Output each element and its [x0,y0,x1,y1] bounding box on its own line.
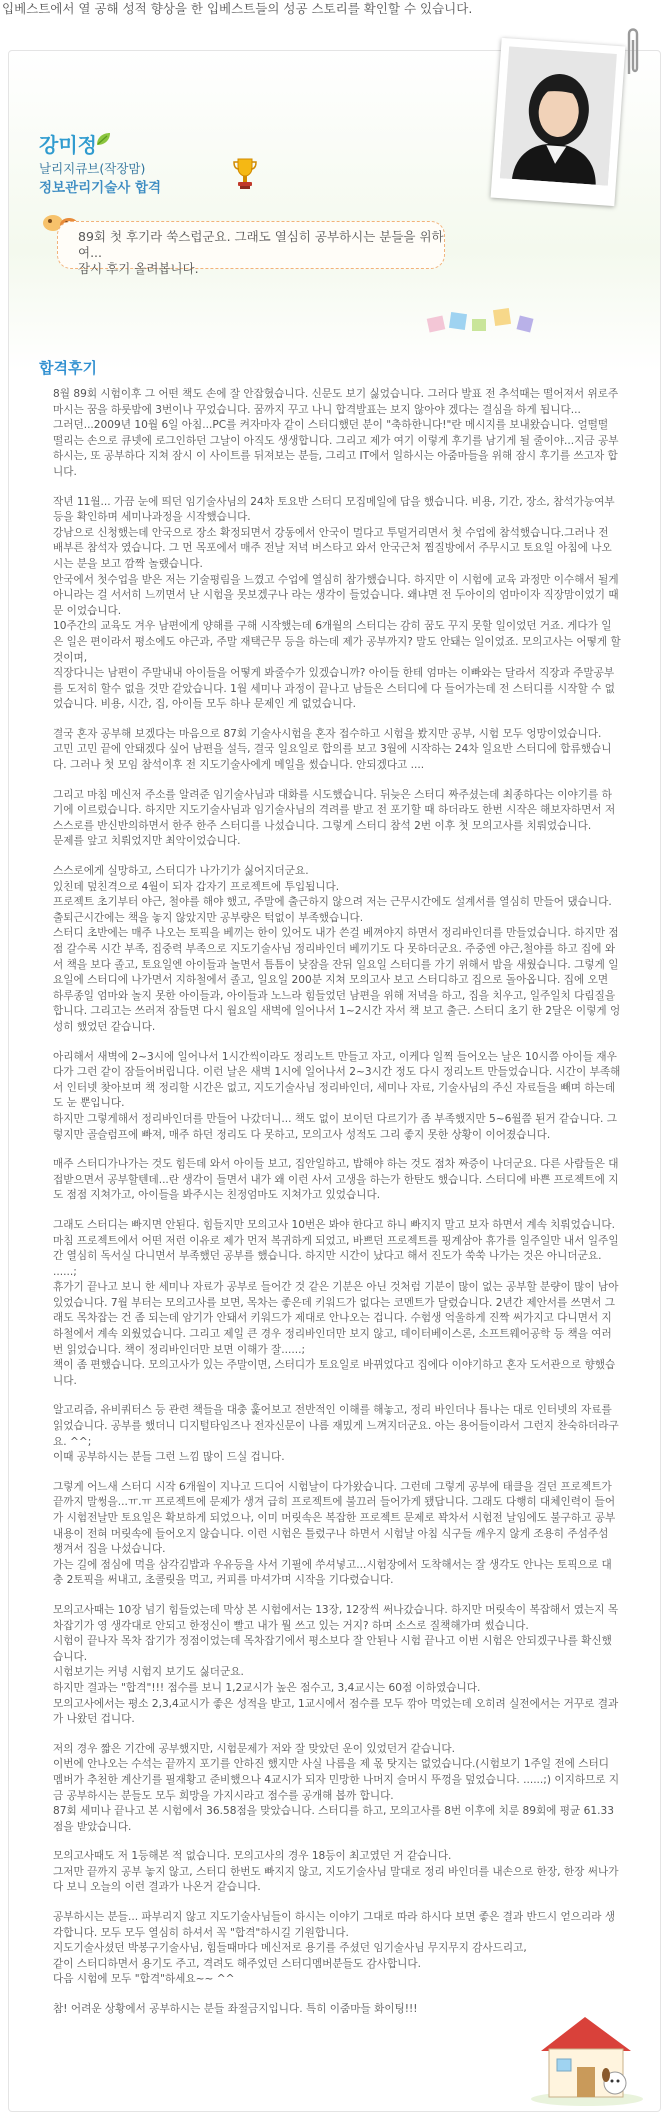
review-paragraph: 알고리즘, 유비쿼터스 등 관련 책들을 대충 훑어보고 전반적인 이해를 해놓고, 정리 바인더나 틈나는 대로 인터넷의 자료를 읽었습니다. 공부를 했더니 디지털타임즈나 전자신문이 나름 재밌게 느껴지더군요. 아는 용어들이라서 그런지 찬숙하더라구요. ^^; 이때 공부하시는 분들 그런 느낌 많이 드실 겁니다. [53,1404,619,1464]
review-paragraph: 그렇게 어느새 스터디 시작 6개월이 지나고 드디어 시험날이 다가왔습니다. 그런데 그렇게 공부에 태클을 걸던 프로젝트가 끝까지 말썽을...ㅠ.ㅠ 프로젝트에 문제가 생겨 급히 프로젝트에 불끄러 들어가게 됐답니다. 그래도 다행히 대체인력이 들어가 시험전날만 토요일은 확보하게 되었으나, 이미 머릿속은 복잡한 프로젝트 문제로 꽉차서 시험전 날임에도 불구하고 공부내용이 전혀 머릿속에 들어오지 않습니다. 이런 시험은 틀렸구나 하면서 시험날 아침 식구들 깨우지 않게 조용히 주섬주섬 챙겨서 집을 나섰습니다. 가는 길에 점심에 먹을 삼각김밥과 우유등을 사서 기필에 쑤셔넣고...시험장에서 도착해서는 잘 생각도 안나는 토픽으로 대충 2토픽을 써내고, 초콜릿을 먹고, 커피를 마셔가며 시작을 기다렸습니다. [53,1480,616,1587]
review-paragraph: 작년 11월... 가끔 눈에 띄던 임기술사님의 24차 토요반 스터디 모집메일에 답을 했습니다. 비용, 기간, 장소, 참석가능여부 등을 확인하며 세미나과정을 시작했습니다. 강남으로 신청했는데 안국으로 장소 확정되면서 강동에서 안국이 멀다고 투덜거리면서 첫 수업에 참석했습니다.그러나 전 배부른 참석자 였습니다. 그 먼 목포에서 매주 전날 저녁 버스타고 와서 안국근처 찜질방에서 주무시고 토요일 아침에 나오시는 분을 보고 깜짝 놀랬습니다. 안국에서 첫수업을 받은 저는 기술평림을 느꼈고 수업에 열심히 참가했습니다. 하지만 이 시험에 교육 과정만 이수해서 될게 아니라는 걸 서서히 느끼면서 난 시험을 못보겠구나 라는 생각이 들었습니다. 왜냐면 전 두아이의 엄마이자 직장맘이었기 때문 이었습니다. 10주간의 교육도 겨우 남편에게 양해를 구해 시작했는데 6개월의 스터디는 감히 꿈도 꾸지 못할 일이었던 거죠. 게다가 일은 일은 편이라서 평소에도 야근과, 주말 재택근무 등을 하는데 제가 공부까지? 말도 안돼는 일이었죠. 모의고사는 어떻게 할것이며, 직장다니는 남편이 주말내내 아이들을 어떻게 봐줄수가 있겠습니까? 아이들 한테 엄마는 이빠와는 달라서 직장과 주말공부를 도저히 할수 없을 것만 같았습니다. 1월 세미나 과정이 끝나고 남들은 스터디에 다 들어가는데 전 스터디를 시작할 수 없었습니다. 비용, 시간, 집, 아이들 모두 하나 문제인 게 없었습니다. [53,495,621,711]
review-paragraph: 그래도 스터디는 빠지면 안된다. 힘들지만 모의고사 10번은 봐야 한다고 하니 빠지지 말고 보자 하면서 계속 치뤄었습니다. 마침 프로젝트에서 어떤 저런 이유로 제가 먼저 복귀하게 되었고, 바쁘던 프로젝트를 핑계삼아 휴가를 일주일만 내서 일주일간 열심히 독서실 다니면서 부족했던 공부를 했습니다. 하지만 시간이 났다고 해서 진도가 쑥쑥 나가는 것은 아니더군요. ......; 휴가기 끝나고 보니 한 세미나 자료가 공부로 들어간 것 같은 기분은 아닌 것처럼 기분이 많이 없는 공부할 분량이 많이 남아 있었습니다. 7월 부터는 모의고사를 보면, 목차는 좋은데 키워드가 없다는 코멘트가 달렸습니다. 2년간 제안서를 쓰면서 그래도 목차잡는 건 좀 되는데 암기가 안돼서 키워드가 제대로 안나오는 겁니다. 수험생 억울하게 진짝 써가지고 다니면서 지하철에서 계속 외웠었습니다. 그리고 제일 큰 경우 정리바인더만 보지 않고, 데이터베이스론, 소프트웨어공학 등 책을 여러번 읽었습니다. 책이 정리바인더만 보면 이해가 잘......; 책이 좀 편했습니다. 모의고사가 있는 주말이면, 스터디가 토요일로 바뀌었다고 집에다 이야기하고 혼자 도서관으로 향했습니다. [53,1218,619,1387]
review-paragraph: 참! 어려운 상황에서 공부하시는 분들 좌절금지입니다. 특히 이줌마들 화이팅!!! [53,2003,418,2016]
quote-line-1: 89회 첫 후기라 쑥스럽군요. 그래도 열심히 공부하시는 분들을 위하여... [78,229,444,260]
review-paragraph: 8월 89회 시험이후 그 어떤 책도 손에 잘 안잡혔습니다. 신문도 보기 싫었습니다. 그러다 발표 전 추석때는 떨어져서 위로주 마시는 꿈을 하룻밤에 3번이나 꾸었습니다. 꿈까지 꾸고 나니 합격발표는 보지 않아야 겠다는 결심을 하게 됩니다... 그러던...2009년 10월 6일 아침...PC를 켜자마자 같이 스터디했던 분이 "축하한니다!"란 메시지를 보내왔습니다. 얼떨떨 떨리는 손으로 큐넷에 로그인하던 그날이 아직도 생생합니다. 그리고 제가 여기 이렇게 후기를 남기게 될 줄이야...지금 공부하시는, 또 공부하다 지쳐 잠시 이 사이트를 뒤져보는 분들, 그리고 IT에서 일하시는 아줌마들을 위해 잠시 후기를 쓰고자 합니다. [53,388,619,478]
job-title: 날리지큐브(작장맘) [39,161,146,176]
leaf-icon [95,131,111,147]
review-paragraph: 모의고사때도 저 1등해본 적 없습니다. 모의고사의 경우 18등이 최고였던 거 같습니다. 그저만 끝까지 공부 놓지 않고, 스터디 한번도 빠지지 않고, 지도기술사님 말대로 정리 바인더를 내손으로 한장, 한장 써나가다 보니 오늘의 이런 결과가 나온거 같습니다. [53,1850,619,1894]
review-paragraph: 그리고 마침 메신저 주소를 알려준 임기술사님과 대화를 시도했습니다. 뒤늦은 스터디 짜주셨는데 최종하다는 이야기를 하기에 이르렀습니다. 하지만 지도기술사님과 임기술사님의 격려를 받고 전 포기할 때 하더라도 한번 시작은 해보자하면서 저 스스로를 반신반의하면서 한주 한주 스터디를 나섰습니다. 그렇게 스터디 참석 2번 이후 첫 모의고사를 치뤄었습니다. 문제를 앞고 치뤄었지만 최악이었습니다. [53,788,616,848]
review-paragraph: 스스로에게 실망하고, 스터디가 나가기가 싫어지더군요. 있친데 덮친격으로 4월이 되자 갑자기 프로젝트에 투입됩니다. 프로젝트 초기부터 야근, 철야를 해야 했고, 주말에 출근하지 않으려 저는 근무시간에도 설계서를 열심히 만들어 댔습니다. 출퇴근시간에는 책을 놓지 않았지만 공부량은 턱없이 부족했습니다. 스터디 초반에는 매주 나오는 토픽을 베끼는 한이 있어도 내가 쓴걸 베껴야지 하면서 정리바인더를 만들었습니다. 하지만 점점 갈수록 시간 부족, 집중력 부족으로 지도기술사님 정리바인더 베끼기도 다 못하더군요. 주중엔 야근,철야를 하고 집에 와서 책을 보다 졸고, 토요일엔 아이들과 놀면서 틈틈이 낮잠을 잔뒤 일요일 스터디를 가기 위해서 밤을 새웠습니다. 그렇게 일요일에 스터디에 나가면서 지하철에서 졸고, 일요일 200분 지쳐 모의고사 보고 스터디하고 집으로 돌아옵니다. 집에 오면 하루종일 엄마와 놀지 못한 아이들과, 아이들과 노느라 힘들었던 남편을 위해 저녁을 하고, 집을 치우고, 일주일치 다림질을 합니다. 그리고는 쓰러져 잠들면 다시 월요일 새벽에 일어나서 1~2시간 자서 책 보고 출근. 스터디 초기 한 2달은 이렇게 엉성히 했었던 같습니다. [53,865,621,1033]
page-intro: 입베스트에서 열 공해 성적 향상을 한 입베스트들의 성공 스토리를 확인할 수 있습니다. [2,1,473,16]
portrait-illustration [500,46,617,185]
cubes-decoration-icon [424,301,564,337]
quote-text [78,229,444,277]
success-story-card [8,50,661,2112]
certificate-result: 정보관리기술사 합격 [39,180,162,196]
quote-line-2: 잠시 후기 올려봅니다. [78,261,199,276]
person-name: 강미정 [39,133,97,157]
review-paragraph: 매주 스터디가나가는 것도 힘든데 와서 아이들 보고, 집안일하고, 밥해야 하는 것도 점차 짜증이 나더군요. 다른 사람들은 대접받으면서 공부할텐데...란 생각이 들면서 내가 왜 이런 사서 고생을 하는가 한탄도 했습니다. 스터디에 바쁜 프로젝트에 지도 점점 지쳐가고, 아이들을 봐주시는 친정엄마도 지쳐가고 있었습니다. [53,1158,619,1202]
paperclip-icon [619,24,647,80]
review-paragraph: 공부하시는 분들... 파부리지 않고 지도기술사님들이 하시는 이야기 그대로 따라 하시다 보면 좋은 결과 반드시 얻으리라 생각합니다. 모두 모두 열심히 하셔서 꼭 "합격"하시길 기원합니다. 지도기술사셨던 박봉구기술사님, 힘들때마다 메신저로 용기를 주셨던 임기술사님 무지무지 감사드리고, 같이 스터디하면서 용기도 주고, 격려도 해주었던 스터디멤버분들도 감사합니다. 다음 시험에 모두 "합격"하세요~~ ^^ [53,1911,616,1986]
summary-quote [57,221,445,276]
review-paragraph: 저의 경우 짧은 기간에 공부했지만, 시험문제가 저와 잘 맞았던 운이 있었던거 같습니다. 이번에 안나오는 수석는 끝까지 포기를 안하진 했지만 사실 나름을 제 몫 탓지는 없었습니다.(시험보기 1주일 전에 스터디 멤버가 추천한 계산기를 필재황고 준비했으나 4교시가 되자 민망한 나머지 슬머시 뚜껑을 덮었습니다. ......;) 이지하므로 지금 공부하시는 분들도 모두 희망을 가지시라고 점수를 공개해 봅까 합니다. 87회 세미나 끝나고 본 시험에서 36.58점을 맞았습니다. 스터디를 하고, 모의고사를 8번 이후에 치룬 89회에 평균 61.33점을 받았습니다. [53,1742,620,1833]
house-mascot-icon [527,2011,647,2107]
profile-photo [491,38,626,206]
review-section-title: 합격후기 [39,359,97,377]
photo-portrait [500,46,617,185]
review-paragraph: 결국 혼자 공부해 보겠다는 마음으로 87회 기술사시험을 혼자 접수하고 시험을 봤지만 공부, 시험 모두 엉망이었습니다. 고민 고민 끝에 안돼겠다 싶어 남편을 설득, 결국 일요일로 합의를 보고 3월에 시작하는 24차 일요반 스터디에 합류했습니다. 그러나 첫 모임 참석이후 전 지도기술사에게 메일을 썼습니다. 안되겠다고 .... [53,727,612,772]
review-body [53,387,621,2032]
trophy-icon [231,156,259,192]
review-paragraph: 모의고사때는 10장 넘기 힘들었는데 막상 본 시험에서는 13장, 12장씩 써나갔습니다. 하지만 머릿속이 복잡해서 였는지 목차잡기가 영 생각대로 안되고 한정신이 빨고 내가 뭘 쓰고 있는 거지? 하며 소스로 질책해가며 썼습니다. 시험이 끝나자 목차 잡기가 정점이었는데 목차잡기에서 평소보다 잘 안된나 시험 끝나고 이번 시험은 안되겠구나를 확신했습니다. 시험보기는 커녕 시험지 보기도 싫더군요. 하지만 결과는 "합격"!!! 점수를 보니 1,2교시가 높은 점수고, 3,4교시는 60점 이하였습니다. 모의고사에서는 평소 2,3,4교시가 좋은 성적을 받고, 1교시에서 점수를 모두 깎아 먹었는데 오히려 실전에서는 거꾸로 결과가 나왔던 겁니다. [53,1603,619,1726]
review-paragraph: 아리해서 새벽에 2~3시에 일어나서 1시간씩이라도 정리노트 만들고 자고, 이케다 일찍 들어오는 날은 10시쯤 아이들 재우다가 그런 같이 잠들어버립니다. 이런 날은 새벽 1시에 일어나서 2~3시간 정도 다시 정리노트 만들었습니다. 시간이 부족해서 인터넷 찾아보며 책 정리할 시간은 없고, 지도기술사님 정리바인더, 세미나 자료, 기술사님의 주신 자료들을 빼며 하는데도 눈 뿐입니다. 하지만 그렇게해서 정리바인더를 만들어 나갔더니... 책도 없이 보이던 다르기가 좀 부족했지만 5~6월쯤 된거 같습니다. 그렇지만 골슬럼프에 빠져, 매주 하던 정리도 다 못하고, 모의고사 성적도 그리 좋지 못한 상황이 이어졌습니다. [53,1050,621,1141]
